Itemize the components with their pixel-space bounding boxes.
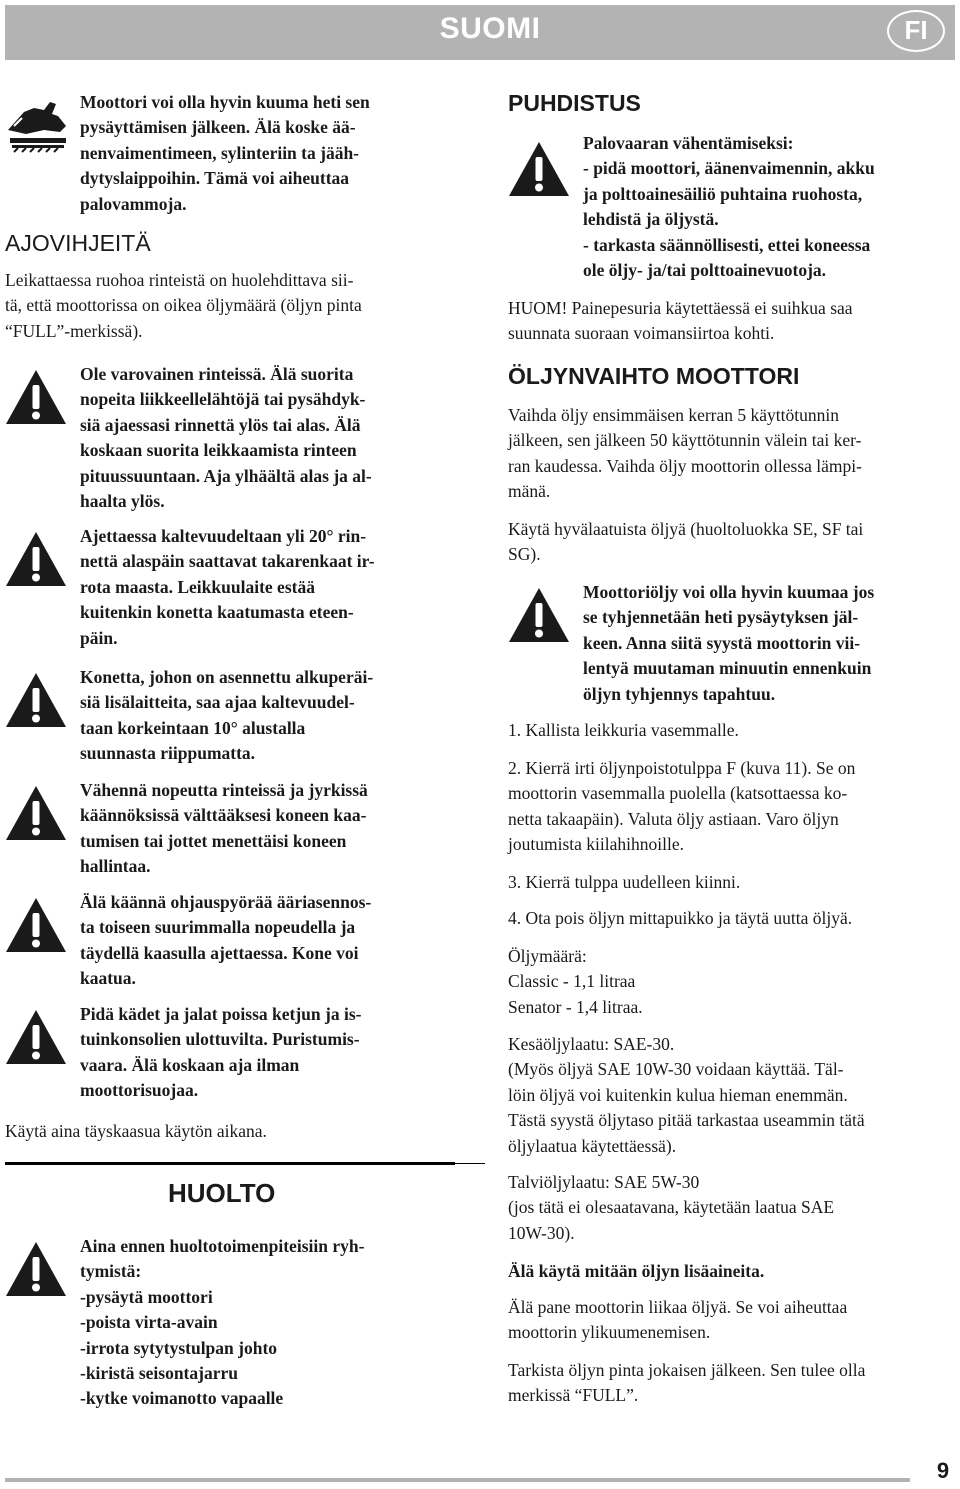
huolto-heading: HUOLTO: [168, 1178, 276, 1208]
hot-engine-warning-text: Moottori voi olla hyvin kuuma heti sen pysäyttämisen jälkeen. Älä koske ää- nenvaimentimeen, sylinteriin ta jääh- dytyslaippoihin. Tämä voi aiheuttaa palovammoja.: [80, 92, 370, 214]
section-divider: [455, 1163, 485, 1164]
footer-rule: [5, 1478, 910, 1482]
language-title: SUOMI: [439, 12, 541, 45]
fire-hazard-warning-text: Palovaaran vähentämiseksi: - pidä moottori, äänenvaimennin, akku ja polttoainesäiliö puhtaina ruohosta, lehdistä ja öljystä. - tarkasta säännöllisesti, ettei koneessa ole öljy- ja/tai polttoainevuotoja.: [583, 133, 875, 281]
ajovihjeita-heading: AJOVIHJEITÄ: [5, 230, 151, 256]
pressure-washer-note: HUOM! Painepesuria käytettäessä ei suihkua saa suunnata suoraan voimansiirtoa kohti.: [508, 298, 853, 344]
language-code-badge: FI: [887, 10, 945, 52]
maintenance-warning-text: Aina ennen huoltotoimenpiteisiin ryh- tymistä: -pysäytä moottori -poista virta-avain -irrota sytytystulpan johto -kiristä seisontajarru -kytke voimanotto vapaalle: [80, 1236, 365, 1409]
warning-triangle-icon: [507, 140, 571, 198]
warning-triangle-icon: [4, 368, 68, 426]
warning-triangle-icon: [4, 1240, 68, 1298]
warning-triangle-icon: [4, 530, 68, 588]
no-overfill-text: Älä pane moottorin liikaa öljyä. Se voi aiheuttaa moottorin ylikuumenemisen.: [508, 1297, 848, 1343]
warning-triangle-icon: [4, 671, 68, 729]
hands-feet-warning-text: Pidä kädet ja jalat poissa ketjun ja is- tuinkonsolien ulottuvilta. Puristumis- vaara. Älä koskaan aja ilman moottorisuojaa.: [80, 1004, 362, 1101]
accessories-warning-text: Konetta, johon on asennettu alkuperäi- siä lisälaitteita, saa ajaa kaltevuudel- taan korkeintaan 10° alustalla suunnasta riippumatta.: [80, 667, 374, 764]
puhdistus-heading: PUHDISTUS: [508, 90, 641, 116]
page-number: 9: [936, 1458, 950, 1483]
speed-warning-text: Vähennä nopeutta rinteissä ja jyrkissä käännöksissä välttääksesi koneen kaa- tumisen tai jottet menettäisi koneen hallintaa.: [80, 780, 368, 877]
oljynvaihto-heading: ÖLJYNVAIHTO MOOTTORI: [508, 363, 800, 389]
hot-oil-warning-text: Moottoriöljy voi olla hyvin kuumaa jos se tyhjennetään heti pysäytyksen jäl- keen. Anna siitä syystä moottorin vii- lentyä muutaman minuutin ennenkuin öljyn tyhjennys tapahtuu.: [583, 582, 875, 704]
step-1-text: 1. Kallista leikkuria vasemmalle.: [508, 720, 739, 740]
oil-change-interval-text: Vaihda öljy ensimmäisen kerran 5 käyttötunnin jälkeen, sen jälkeen 50 käyttötunnin välein tai ker- ran kaudessa. Vaihda öljy moottorin ollessa lämpi- mänä.: [508, 405, 862, 502]
step-2-text: 2. Kierrä irti öljynpoistotulppa F (kuva 11). Se on moottorin vasemmalla puolella (katsottaessa ko- netta takaapäin). Valuta öljy astiaan. Varo öljyn joutumista kiilahihnoille.: [508, 758, 856, 855]
winter-oil-text: Talviöljylaatu: SAE 5W-30 (jos tätä ei olesaatavana, käytetään laatua SAE 10W-30).: [508, 1172, 835, 1243]
step-3-text: 3. Kierrä tulppa uudelleen kiinni.: [508, 872, 741, 892]
full-throttle-text: Käytä aina täyskaasua käytön aikana.: [5, 1121, 267, 1141]
no-additives-text: Älä käytä mitään öljyn lisäaineita.: [508, 1261, 765, 1281]
step-4-text: 4. Ota pois öljyn mittapuikko ja täytä uutta öljyä.: [508, 908, 853, 928]
steering-warning-text: Älä käännä ohjauspyörää ääriasennos- ta toiseen suurimmalla nopeudella ja täydellä kaasulla ajettaessa. Kone voi kaatua.: [80, 892, 372, 989]
oil-amount-text: Öljymäärä: Classic - 1,1 litraa Senator - 1,4 litraa.: [508, 946, 643, 1017]
check-level-text: Tarkista öljyn pinta jokaisen jälkeen. Sen tulee olla merkissä “FULL”.: [508, 1360, 866, 1406]
slope-warning-text: Ole varovainen rinteissä. Älä suorita nopeita liikkeellelähtöjä tai pysähdyk- siä ajaessasi rinnettä ylös tai alas. Älä koskaan suorita leikkaamista rinteen pituussuuntaan. Aja ylhäältä alas ja al- haalta ylös.: [80, 364, 372, 512]
summer-oil-text: Kesäöljylaatu: SAE-30. (Myös öljyä SAE 10W-30 voidaan käyttää. Täl- löin öljyä voi kuitenkin kulua hieman enemmän. Tästä syystä öljytaso pitää tarkastaa useammin tätä öljylaatua käytettäessä).: [508, 1034, 865, 1156]
ajovihjeita-text: Leikattaessa ruohoa rinteistä on huolehdittava sii- tä, että moottorissa on oikea öljymäärä (öljyn pinta “FULL”-merkissä).: [5, 270, 362, 341]
incline-warning-text: Ajettaessa kaltevuudeltaan yli 20° rin- nettä alaspäin saattavat takarenkaat ir- rota maasta. Leikkuulaite estää kuitenkin konetta kaatumasta eteen- päin.: [80, 526, 375, 648]
section-divider-thick: [5, 1162, 455, 1165]
oil-quality-text: Käytä hyvälaatuista öljyä (huoltoluokka SE, SF tai SG).: [508, 519, 864, 565]
warning-triangle-icon: [4, 896, 68, 954]
hot-surface-icon: [4, 96, 70, 167]
warning-triangle-icon: [4, 784, 68, 842]
warning-triangle-icon: [4, 1008, 68, 1066]
warning-triangle-icon: [507, 586, 571, 644]
